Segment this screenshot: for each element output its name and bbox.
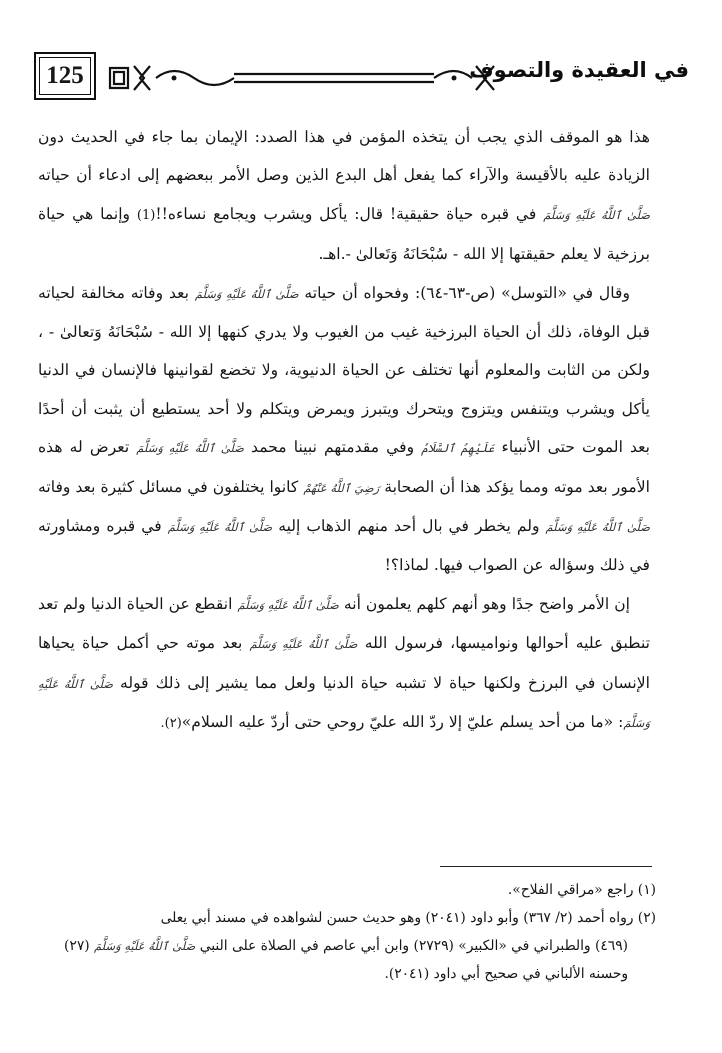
paragraph bbox=[38, 274, 650, 585]
text-line: الله - سُبْحَانَهُ وَتعالىٰ - ، ولكن من الثابت والمعلوم أنها تختلف عن الحياة الدنيوية، ولا bbox=[38, 323, 650, 380]
salawat-glyph: رَضِيَ ٱللَّهُ عَنْهُمْ bbox=[303, 480, 380, 495]
text-line: ببعضهم إلى ادعاء أن حياته bbox=[38, 166, 214, 185]
main-text bbox=[38, 118, 650, 744]
text-line: الحديث دون الزيادة عليه بالأقيسة والآراء كما يفعل أهل البدع الذين وصل الأمر bbox=[38, 128, 651, 185]
salawat-glyph: صَلَّىٰ ٱللَّهُ عَلَيْهِ وَسَلَّمَ bbox=[94, 939, 196, 953]
text-line: وإنما هي حياة برزخية لا يعلم حقيقتها إلا الله - سُبْحَانَهُ وَتَعالىٰ -.اهـ. bbox=[38, 204, 650, 264]
text-line: الصواب فيها. لماذا؟! bbox=[384, 556, 518, 575]
text-line: انقطع عن الحياة الدنيا bbox=[90, 594, 233, 613]
paragraph bbox=[38, 585, 650, 744]
paragraph bbox=[38, 118, 650, 274]
header-ornament-icon bbox=[104, 60, 504, 96]
salawat-glyph: صَلَّىٰ ٱللَّهُ عَلَيْهِ وَسَلَّمَ bbox=[545, 520, 650, 535]
text-line: يحياها الإنسان في البرزخ ولكنها حياة لا تشبه حياة الدنيا ولعل مما يشير إلى ذلك قوله bbox=[38, 634, 650, 692]
text-line: كانوا يختلفون في مسائل كثيرة بعد وفاته bbox=[38, 477, 299, 496]
salawat-glyph: صَلَّىٰ ٱللَّهُ عَلَيْهِ وَسَلَّمَ bbox=[167, 520, 273, 535]
text-line: في بال أحد منهم الذهاب إليه bbox=[278, 517, 470, 536]
text-line: (٤٦٩) والطبراني في «الكبير» (٢٧٢٩) وابن أبي عاصم في الصلاة على النبي bbox=[199, 938, 628, 954]
text-line: مخالفة لحياته قبل الوفاة، ذلك أن الحياة البرزخية غيب من الغيوب ولا يدري كنهها إلا bbox=[38, 283, 650, 342]
text-line: ولم تعد تنطبق عليه أحوالها ونواميسها، فرسول الله bbox=[38, 594, 651, 653]
footnote-continuation bbox=[38, 932, 656, 960]
text-line: (٢٧) bbox=[64, 938, 90, 954]
text-line: ويمرض ويتكلم ولا أحد يستطيع أن يثبت أن أحدًا بعد الموت حتى الأنبياء bbox=[38, 399, 651, 457]
salawat-glyph: صَلَّىٰ ٱللَّهُ عَلَيْهِ وَسَلَّمَ bbox=[136, 441, 244, 456]
footnotes bbox=[38, 876, 656, 988]
footnote-continuation: وحسنه الألباني في صحيح أبي داود (٢٠٤١). bbox=[384, 966, 628, 982]
running-title: في العقيدة والتصوف bbox=[469, 58, 689, 82]
text-line: بعد وفاته bbox=[130, 283, 190, 302]
text-line: أن الصحابة bbox=[384, 477, 456, 496]
text-line: تعرض له هذه الأمور بعد موته ومما يؤكد هذا bbox=[38, 438, 650, 496]
page-header bbox=[34, 46, 689, 106]
text-line: ولم يخطر bbox=[475, 517, 540, 536]
text-line: في قبره ومشاورته في ذلك وسؤاله عن bbox=[38, 517, 650, 575]
text-line: تخضع لقوانينها فالإنسان في الدنيا يأكل ويشرب ويتنفس ويتزوج ويتحرك ويتبرز bbox=[38, 361, 651, 418]
text-line: هذا هو الموقف الذي يجب أن يتخذه المؤمن في هذا الصدد: الإيمان بما جاء في bbox=[124, 128, 650, 146]
footnote-divider bbox=[440, 866, 652, 867]
salawat-glyph: صَلَّىٰ ٱللَّهُ عَلَيْهِ وَسَلَّمَ bbox=[249, 637, 358, 652]
salawat-glyph: صَلَّىٰ ٱللَّهُ عَلَيْهِ وَسَلَّمَ bbox=[237, 597, 339, 612]
salawat-glyph: صَلَّىٰ ٱللَّهُ عَلَيْهِ وَسَلَّمَ bbox=[543, 207, 651, 222]
text-line: إن الأمر واضح جدًا وهو أنهم كلهم يعلمون أنه bbox=[343, 594, 630, 613]
text-line: في قبره حياة حقيقية! قال: يأكل ويشرب bbox=[263, 204, 537, 223]
page-number: 125 bbox=[34, 52, 96, 100]
footnote-ref: (1) bbox=[136, 207, 156, 223]
footnote: (١) راجع «مراقي الفلاح». bbox=[507, 882, 656, 898]
salawat-glyph: عَلَيْهِمُ ٱلسَّلَامُ bbox=[421, 441, 495, 456]
text-line: وقال في «التوسل» (ص-٦٣-٦٤): وفحواه أن حياته bbox=[304, 283, 630, 302]
footnote: (٢) رواه أحمد (٢/ ٣٦٧) وأبو داود (٢٠٤١) وهو حديث حسن لشواهده في مسند أبي يعلى bbox=[160, 910, 656, 926]
salawat-glyph: صَلَّىٰ ٱللَّهُ عَلَيْهِ وَسَلَّمَ bbox=[38, 676, 650, 731]
text-line: وفي مقدمتهم نبينا محمد bbox=[251, 438, 415, 457]
hadith-quote: : «ما من أحد يسلم عليّ إلا ردّ الله عليّ روحي حتى أردّ عليه السلام» bbox=[181, 713, 624, 732]
salawat-glyph: صَلَّىٰ ٱللَّهُ عَلَيْهِ وَسَلَّمَ bbox=[194, 286, 299, 301]
text-line: ويجامع نساءه!! bbox=[155, 204, 257, 223]
text-line: بعد موته حي أكمل حياة bbox=[82, 634, 243, 653]
footnote-ref: (٢). bbox=[160, 716, 182, 732]
